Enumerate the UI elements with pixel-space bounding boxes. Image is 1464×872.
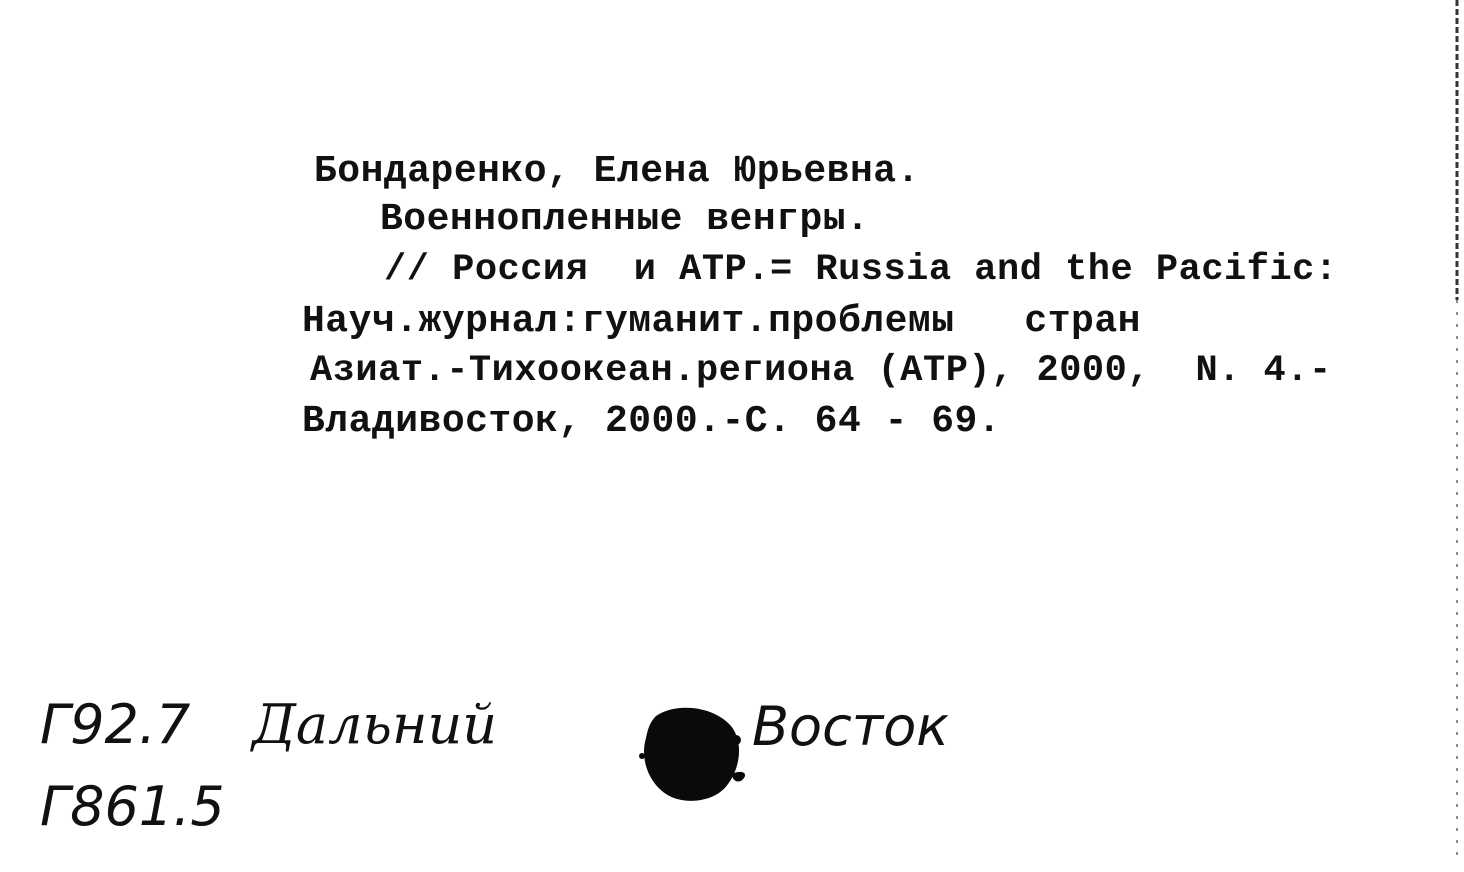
subject-heading-2: Восток xyxy=(752,695,949,758)
author-name: Бондаренко, Елена Юрьевна. xyxy=(314,150,920,193)
ink-blot-icon xyxy=(636,698,746,808)
document-title: Военнопленные венгры. xyxy=(380,198,870,241)
source-line-4: Владивосток, 2000.-С. 64 - 69. xyxy=(302,400,1002,443)
source-line-2: Науч.журнал:гуманит.проблемы стран xyxy=(302,300,1141,343)
source-line-1: // Россия и АТР.= Russia and the Pacific: xyxy=(384,249,1338,291)
source-line-3: Азиат.-Тихоокеан.региона (АТР), 2000, N. 4.- xyxy=(310,350,1332,392)
class-code-2: Г861.5 xyxy=(40,775,225,838)
subject-heading-1: Дальний xyxy=(252,693,498,756)
class-code-1: Г92.7 xyxy=(40,693,191,756)
scan-edge-mark xyxy=(1452,0,1462,860)
